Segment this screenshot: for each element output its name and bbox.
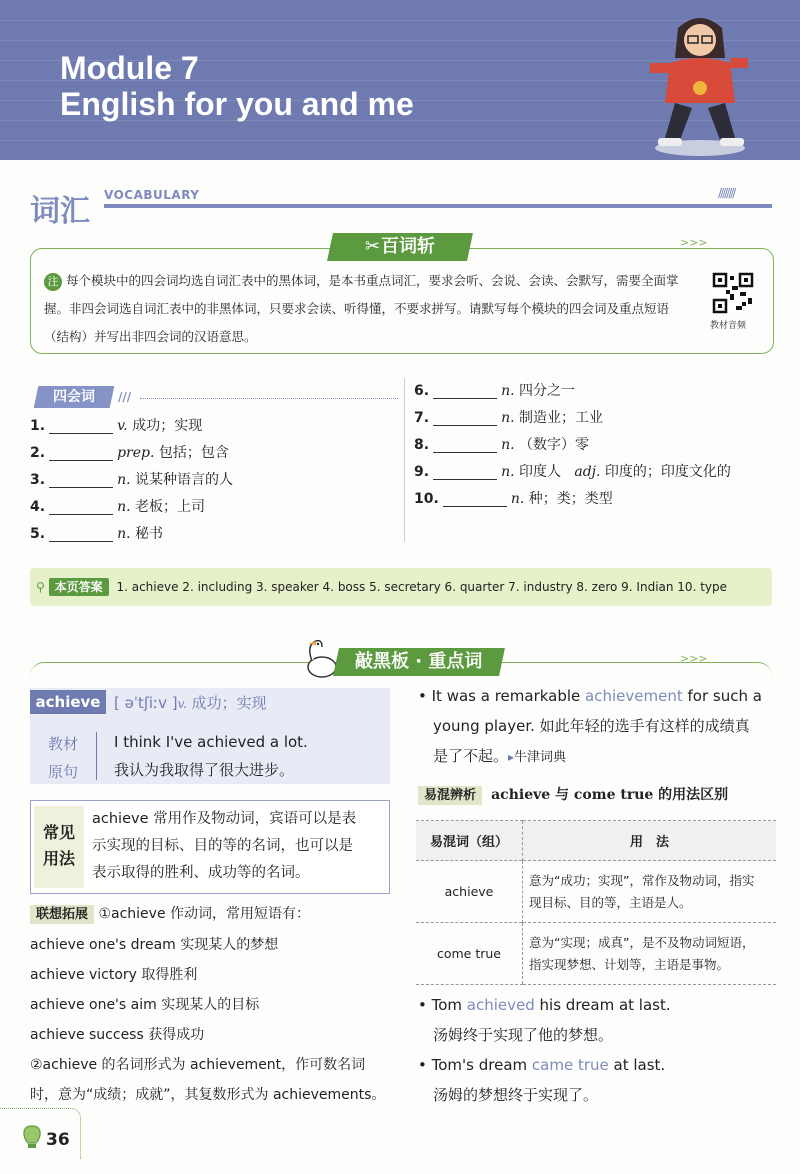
decor-slashes: //////// bbox=[718, 186, 735, 200]
phonetic: [ əˈtʃiːv ] bbox=[114, 694, 178, 712]
note-mark-icon: 注 bbox=[44, 273, 62, 291]
answer-blank[interactable] bbox=[443, 492, 507, 507]
answer-blank[interactable] bbox=[49, 527, 113, 542]
answer-blank[interactable] bbox=[433, 384, 497, 399]
phrase-item: achieve one's aim 实现某人的目标 bbox=[30, 997, 260, 1013]
qr-code-icon[interactable] bbox=[712, 272, 754, 314]
vocab-item: 8. n. （数字）零 bbox=[414, 437, 589, 453]
column-divider bbox=[404, 378, 405, 542]
quote-divider bbox=[96, 732, 97, 780]
confuse-title: achieve 与 come true 的用法区别 bbox=[491, 787, 729, 803]
source-icon: ▸ bbox=[508, 750, 515, 764]
four-skill-label: 四会词 bbox=[34, 386, 115, 408]
answer-blank[interactable] bbox=[49, 500, 113, 515]
qr-caption: 教材音频 bbox=[710, 321, 747, 331]
note-banner bbox=[327, 233, 473, 261]
vocab-item: 2. prep. 包括；包含 bbox=[30, 445, 229, 461]
example-1: • It was a remarkable achievement for such a young player. 如此年轻的选手有这样的成绩真 是了不起。▸牛津词典 bbox=[418, 687, 762, 765]
keyword-banner: 敲黑板 · 重点词 bbox=[333, 648, 505, 676]
bullet-icon: • bbox=[418, 1056, 432, 1074]
module-name: English for you and me bbox=[60, 86, 414, 122]
extend-label: 联想拓展 bbox=[30, 905, 94, 924]
vocab-item: 4. n. 老板；上司 bbox=[30, 499, 205, 515]
vocab-item: 10. n. 种；类；类型 bbox=[414, 491, 613, 507]
answer-blank[interactable] bbox=[49, 473, 113, 488]
lightbulb-icon bbox=[22, 1124, 42, 1150]
bullet-icon: • bbox=[418, 996, 432, 1014]
phrase-item: achieve success 获得成功 bbox=[30, 1027, 205, 1043]
answer-blank[interactable] bbox=[49, 419, 113, 434]
answer-blank[interactable] bbox=[433, 465, 497, 480]
arrow-decor-icon: >>> bbox=[680, 652, 708, 665]
phrase-item: achieve one's dream 实现某人的梦想 bbox=[30, 937, 279, 953]
vocab-item: 1. v. 成功；实现 bbox=[30, 418, 203, 434]
headword: achieve bbox=[30, 690, 106, 714]
noun-form-line: 时，意为“成绩；成就”，其复数形式为 achievements。 bbox=[30, 1087, 386, 1103]
dotted-rule bbox=[140, 398, 398, 399]
answer-blank[interactable] bbox=[433, 411, 497, 426]
confuse-header bbox=[418, 784, 728, 804]
extend-section bbox=[30, 899, 400, 1110]
example-en: I think I've achieved a lot. bbox=[114, 733, 308, 751]
module-title bbox=[60, 50, 414, 122]
confuse-label: 易混辨析 bbox=[418, 786, 482, 805]
textbook-sentence bbox=[114, 728, 308, 784]
usage-text: achieve 常用作及物动词，宾语可以是表 示实现的目标、目的等的名词，也可以是 表示取得的胜利、成功等的名词。 bbox=[92, 811, 357, 881]
extend-intro: ①achieve 作动词，常用短语有： bbox=[98, 906, 311, 922]
textbook-label: 教材 原句 bbox=[48, 735, 79, 781]
note-banner-text: 百词斩 bbox=[380, 236, 435, 257]
example-2: • Tom achieved his dream at last. 汤姆终于实现了他的梦想。 • Tom's dream came true at last. 汤姆的梦想终于实现了。 bbox=[418, 996, 671, 1104]
vocab-item: 9. n. 印度人 adj. 印度的；印度文化的 bbox=[414, 464, 731, 480]
noun-form-line: ②achieve 的名词形式为 achievement，作可数名词 bbox=[30, 1057, 366, 1073]
source-label: 牛津词典 bbox=[514, 750, 567, 765]
word-meaning: 成功；实现 bbox=[191, 694, 267, 712]
vocab-item: 7. n. 制造业；工业 bbox=[414, 410, 603, 426]
vocab-title-cn: 词汇 bbox=[30, 194, 90, 229]
answer-bar bbox=[30, 568, 772, 606]
tag-stripes: /// bbox=[118, 390, 132, 404]
table-row: come true 意为“实现；成真”，是不及物动词短语， 指实现梦想、计划等，主语是事物。 bbox=[416, 923, 776, 985]
scissors-icon: ✂ bbox=[365, 236, 381, 257]
vocab-rule bbox=[104, 204, 772, 208]
vocab-item: 5. n. 秘书 bbox=[30, 526, 163, 542]
note-line-2: 握。非四会词选自词汇表中的非黑体词，只要求会读、听得懂，不要求拼写。请默写每个模块的四会词及重点短语 bbox=[44, 301, 670, 316]
note-text bbox=[44, 267, 704, 351]
vocab-right-list bbox=[414, 378, 784, 513]
vocab-item: 6. n. 四分之一 bbox=[414, 383, 575, 399]
vocab-title-en: VOCABULARY bbox=[104, 188, 200, 202]
girl-illustration bbox=[630, 8, 770, 160]
vocab-item: 3. n. 说某种语言的人 bbox=[30, 472, 233, 488]
note-line-1: 每个模块中的四会词均选自词汇表中的黑体词，是本书重点词汇，要求会听、会说、会读、会默写，需要全面掌 bbox=[66, 273, 679, 288]
table-head-word: 易混词（组） bbox=[416, 821, 523, 861]
answer-blank[interactable] bbox=[49, 446, 113, 461]
table-row: achieve 意为“成功；实现”，常作及物动词，指实 现目标、目的等，主语是人。 bbox=[416, 861, 776, 923]
compare-table bbox=[416, 820, 776, 985]
module-header bbox=[0, 0, 800, 160]
page-number: 36 bbox=[46, 1130, 70, 1150]
module-number: Module 7 bbox=[60, 50, 199, 86]
bullet-icon: • bbox=[418, 687, 432, 705]
note-line-3: （结构）并写出非四会词的汉语意思。 bbox=[44, 329, 257, 344]
arrow-decor-icon: >>> bbox=[680, 236, 708, 249]
word-pos: v. bbox=[177, 697, 187, 711]
answer-label: 本页答案 bbox=[49, 578, 109, 596]
key-icon: ⚲ bbox=[36, 580, 45, 594]
answer-text: 1. achieve 2. including 3. speaker 4. boss 5. secretary 6. quarter 7. industry 8. zero 9. Indian 10. type bbox=[116, 580, 728, 594]
word-definition bbox=[114, 692, 267, 713]
table-head-usage: 用 法 bbox=[523, 821, 777, 861]
example-cn: 我认为我取得了很大进步。 bbox=[114, 761, 295, 779]
usage-label: 常见 用法 bbox=[34, 806, 84, 888]
answer-blank[interactable] bbox=[433, 438, 497, 453]
phrase-item: achieve victory 取得胜利 bbox=[30, 967, 198, 983]
vocab-left-list bbox=[30, 413, 400, 548]
